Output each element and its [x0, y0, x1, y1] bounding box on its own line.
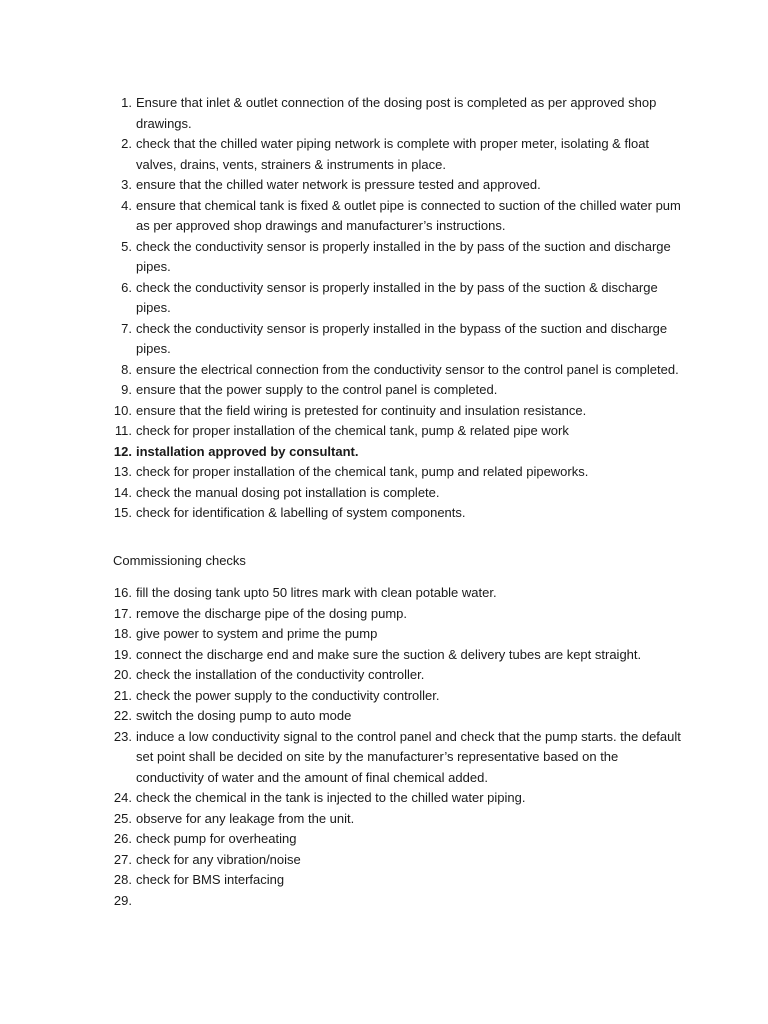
item-number: 8.: [121, 361, 132, 377]
item-number: 3.: [121, 177, 132, 192]
item-text: check for BMS interfacing: [136, 872, 285, 887]
item-number: 2.: [121, 136, 132, 151]
item-number: 7.: [121, 320, 132, 336]
list-item: [108, 360, 688, 381]
item-text: check for proper installation of the chemical tank, pump & related pipe work: [136, 423, 569, 438]
list-item: [108, 727, 688, 789]
item-number: 25.: [113, 810, 132, 826]
list-item: [108, 421, 688, 442]
list-item: [108, 870, 688, 891]
list-item: [108, 829, 688, 850]
list-item: [108, 788, 688, 809]
item-number: 23.: [113, 728, 132, 744]
item-text: switch the dosing pump to auto mode: [136, 708, 352, 723]
item-text: give power to system and prime the pump: [136, 626, 378, 641]
item-number: 22.: [113, 708, 132, 723]
item-text: check the installation of the conductivity controller.: [136, 667, 425, 682]
item-number: 24.: [113, 790, 132, 805]
list-item: [108, 624, 688, 645]
list-item: [108, 93, 688, 134]
list-item: [108, 665, 688, 686]
item-text: check for proper installation of the chemical tank, pump and related pipeworks.: [136, 464, 589, 479]
item-number: 28.: [113, 872, 132, 887]
item-text: ensure that the chilled water network is pressure tested and approved.: [136, 177, 541, 192]
list-item: [108, 583, 688, 604]
list-item: [108, 850, 688, 871]
item-text: check the power supply to the conductivity controller.: [136, 687, 440, 703]
item-number: 19.: [113, 646, 132, 662]
list-item: [108, 319, 688, 360]
item-text: check the chemical in the tank is injected to the chilled water piping.: [136, 790, 526, 805]
item-text: induce a low conductivity signal to the control panel and check that the pump starts. the default set point shall be decided on site by the manufacturer’s representative based on the conductivity of water and the amount of final chemical added.: [136, 728, 681, 785]
item-number: 29.: [113, 892, 132, 908]
item-number: 9.: [121, 382, 132, 397]
item-text: check pump for overheating: [136, 831, 297, 846]
item-number: 27.: [113, 851, 132, 867]
item-text: check the conductivity sensor is properly installed in the bypass of the suction and discharge pipes.: [136, 320, 668, 356]
list-item: [108, 483, 688, 504]
item-text: remove the discharge pipe of the dosing pump.: [136, 605, 408, 621]
item-text: check for identification & labelling of system components.: [136, 505, 466, 520]
item-number: 1.: [121, 95, 132, 110]
list-item: [108, 380, 688, 401]
item-number: 11.: [114, 423, 132, 438]
list-item: [108, 604, 688, 625]
list-item: [108, 503, 688, 524]
item-number: 14.: [113, 484, 132, 500]
list-item: [108, 175, 688, 196]
item-number: 10.: [113, 402, 132, 418]
list-item: [108, 278, 688, 319]
item-text: ensure that the power supply to the control panel is completed.: [136, 382, 498, 397]
list-item: [108, 134, 688, 175]
item-text: connect the discharge end and make sure the suction & delivery tubes are kept straight.: [136, 646, 642, 662]
item-text: check for any vibration/noise: [136, 851, 301, 867]
item-number: 20.: [113, 667, 132, 682]
item-number: 21.: [113, 687, 132, 703]
item-text: ensure that the field wiring is pretested for continuity and insulation resistance.: [136, 402, 587, 418]
item-number: 5.: [121, 238, 132, 254]
item-number: 16.: [113, 585, 132, 600]
list-item: [108, 401, 688, 422]
item-text: installation approved by consultant.: [136, 443, 359, 459]
item-text: ensure the electrical connection from the conductivity sensor to the control panel is completed.: [136, 361, 679, 377]
list-item: [108, 809, 688, 830]
item-number: 12.: [113, 443, 132, 459]
item-text: check the conductivity sensor is properly installed in the by pass of the suction & discharge pipes.: [136, 279, 658, 315]
item-number: 6.: [121, 279, 132, 295]
commissioning-checklist: [108, 583, 688, 908]
item-text: ensure that chemical tank is fixed & outlet pipe is connected to suction of the chilled water pum as per approved shop drawings and manufacturer’s instructions.: [136, 197, 681, 233]
list-item: [108, 237, 688, 278]
list-item: [108, 462, 688, 483]
item-text: check that the chilled water piping network is complete with proper meter, isolating & float valves, drains, vents, strainers & instruments in place.: [136, 136, 650, 172]
item-number: 17.: [113, 605, 132, 621]
list-item: [108, 196, 688, 237]
item-text: Ensure that inlet & outlet connection of the dosing post is completed as per approved shop drawings.: [136, 95, 657, 131]
list-item: [108, 686, 688, 707]
item-number: 15.: [113, 505, 132, 520]
list-item: [108, 706, 688, 727]
item-number: 26.: [113, 831, 132, 846]
item-text: check the conductivity sensor is properly installed in the by pass of the suction and discharge pipes.: [136, 238, 671, 274]
item-number: 4.: [121, 197, 132, 213]
item-number: 13.: [113, 464, 132, 479]
list-item-bold: [108, 442, 688, 463]
item-text: observe for any leakage from the unit.: [136, 810, 355, 826]
item-text: check the manual dosing pot installation is complete.: [136, 484, 440, 500]
list-item: [108, 645, 688, 666]
installation-checklist: [108, 93, 688, 524]
item-text: fill the dosing tank upto 50 litres mark with clean potable water.: [136, 585, 497, 600]
section-heading: Commissioning checks: [113, 553, 246, 568]
item-number: 18.: [113, 626, 132, 641]
